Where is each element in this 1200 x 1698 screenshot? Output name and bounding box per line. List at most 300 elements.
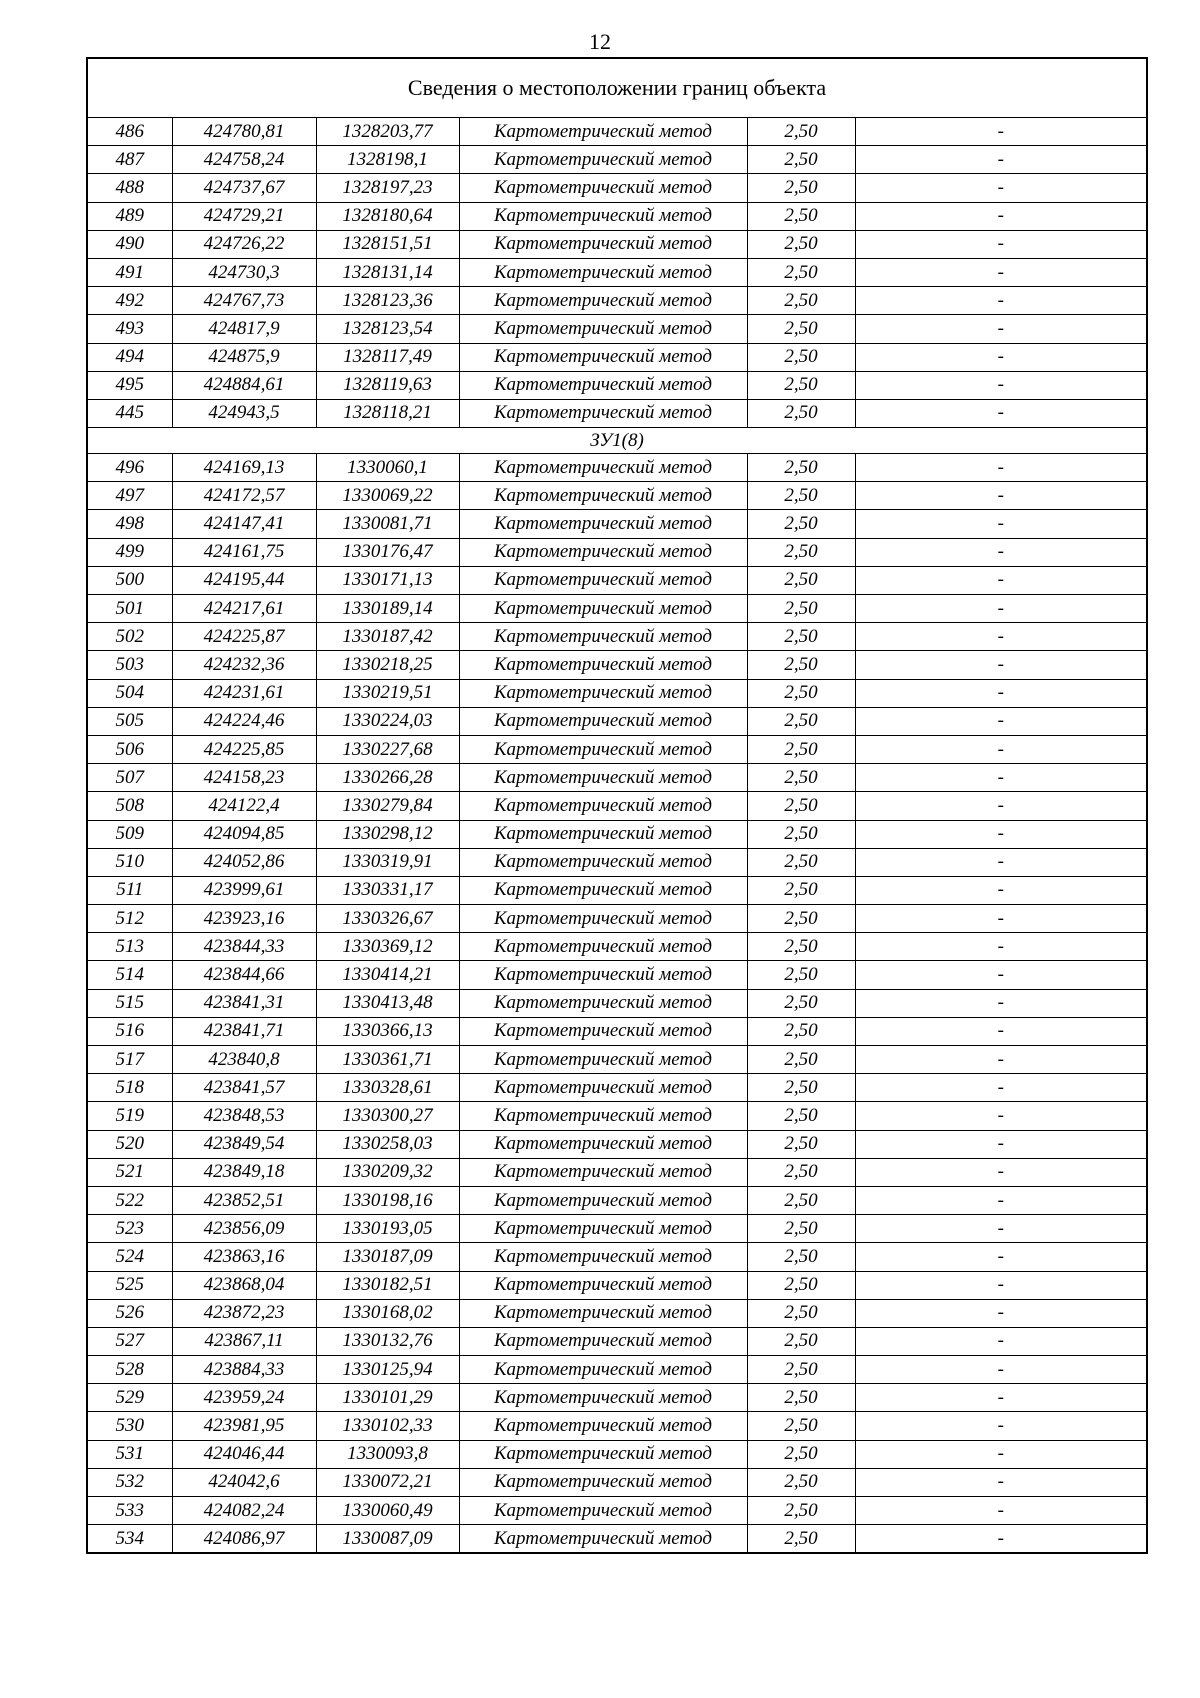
point-number-cell: 503 bbox=[87, 651, 172, 679]
accuracy-cell: 2,50 bbox=[747, 287, 855, 315]
y-coordinate-cell: 1330060,1 bbox=[316, 454, 459, 482]
table-row bbox=[87, 399, 1147, 427]
accuracy-cell: 2,50 bbox=[747, 1412, 855, 1440]
description-cell: - bbox=[855, 933, 1147, 961]
y-coordinate-cell: 1328151,51 bbox=[316, 230, 459, 258]
description-cell: - bbox=[855, 848, 1147, 876]
table-row bbox=[87, 651, 1147, 679]
description-cell: - bbox=[855, 735, 1147, 763]
description-cell: - bbox=[855, 1102, 1147, 1130]
y-coordinate-cell: 1330182,51 bbox=[316, 1271, 459, 1299]
accuracy-cell: 2,50 bbox=[747, 1130, 855, 1158]
accuracy-cell: 2,50 bbox=[747, 1271, 855, 1299]
method-cell: Картометрический метод bbox=[459, 482, 747, 510]
table-row bbox=[87, 961, 1147, 989]
method-cell: Картометрический метод bbox=[459, 820, 747, 848]
accuracy-cell: 2,50 bbox=[747, 623, 855, 651]
point-number-cell: 512 bbox=[87, 905, 172, 933]
accuracy-cell: 2,50 bbox=[747, 118, 855, 146]
y-coordinate-cell: 1328180,64 bbox=[316, 202, 459, 230]
y-coordinate-cell: 1330219,51 bbox=[316, 679, 459, 707]
description-cell: - bbox=[855, 1158, 1147, 1186]
point-number-cell: 521 bbox=[87, 1158, 172, 1186]
y-coordinate-cell: 1330081,71 bbox=[316, 510, 459, 538]
point-number-cell: 492 bbox=[87, 287, 172, 315]
method-cell: Картометрический метод bbox=[459, 1186, 747, 1214]
page-number: 12 bbox=[589, 29, 611, 54]
x-coordinate-cell: 424884,61 bbox=[172, 371, 316, 399]
x-coordinate-cell: 424730,3 bbox=[172, 258, 316, 286]
accuracy-cell: 2,50 bbox=[747, 1440, 855, 1468]
point-number-cell: 514 bbox=[87, 961, 172, 989]
description-cell: - bbox=[855, 905, 1147, 933]
point-number-cell: 511 bbox=[87, 876, 172, 904]
y-coordinate-cell: 1330087,09 bbox=[316, 1525, 459, 1554]
table-row bbox=[87, 343, 1147, 371]
description-cell: - bbox=[855, 876, 1147, 904]
method-cell: Картометрический метод bbox=[459, 876, 747, 904]
accuracy-cell: 2,50 bbox=[747, 848, 855, 876]
table-row bbox=[87, 848, 1147, 876]
method-cell: Картометрический метод bbox=[459, 1215, 747, 1243]
accuracy-cell: 2,50 bbox=[747, 764, 855, 792]
method-cell: Картометрический метод bbox=[459, 989, 747, 1017]
accuracy-cell: 2,50 bbox=[747, 1525, 855, 1554]
y-coordinate-cell: 1330101,29 bbox=[316, 1384, 459, 1412]
description-cell: - bbox=[855, 454, 1147, 482]
y-coordinate-cell: 1328123,54 bbox=[316, 315, 459, 343]
point-number-cell: 531 bbox=[87, 1440, 172, 1468]
x-coordinate-cell: 423868,04 bbox=[172, 1271, 316, 1299]
method-cell: Картометрический метод bbox=[459, 1384, 747, 1412]
x-coordinate-cell: 423867,11 bbox=[172, 1327, 316, 1355]
point-number-cell: 522 bbox=[87, 1186, 172, 1214]
table-row bbox=[87, 1074, 1147, 1102]
method-cell: Картометрический метод bbox=[459, 566, 747, 594]
method-cell: Картометрический метод bbox=[459, 510, 747, 538]
method-cell: Картометрический метод bbox=[459, 174, 747, 202]
accuracy-cell: 2,50 bbox=[747, 1215, 855, 1243]
y-coordinate-cell: 1330361,71 bbox=[316, 1046, 459, 1074]
point-number-cell: 498 bbox=[87, 510, 172, 538]
y-coordinate-cell: 1330193,05 bbox=[316, 1215, 459, 1243]
accuracy-cell: 2,50 bbox=[747, 651, 855, 679]
y-coordinate-cell: 1330258,03 bbox=[316, 1130, 459, 1158]
description-cell: - bbox=[855, 1412, 1147, 1440]
description-cell: - bbox=[855, 538, 1147, 566]
description-cell: - bbox=[855, 399, 1147, 427]
point-number-cell: 526 bbox=[87, 1299, 172, 1327]
y-coordinate-cell: 1328197,23 bbox=[316, 174, 459, 202]
description-cell: - bbox=[855, 961, 1147, 989]
table-row bbox=[87, 510, 1147, 538]
method-cell: Картометрический метод bbox=[459, 679, 747, 707]
x-coordinate-cell: 424217,61 bbox=[172, 595, 316, 623]
method-cell: Картометрический метод bbox=[459, 399, 747, 427]
x-coordinate-cell: 423841,71 bbox=[172, 1017, 316, 1045]
method-cell: Картометрический метод bbox=[459, 1356, 747, 1384]
accuracy-cell: 2,50 bbox=[747, 933, 855, 961]
table-row bbox=[87, 933, 1147, 961]
point-number-cell: 510 bbox=[87, 848, 172, 876]
accuracy-cell: 2,50 bbox=[747, 1074, 855, 1102]
description-cell: - bbox=[855, 343, 1147, 371]
table-row bbox=[87, 1468, 1147, 1496]
table-row bbox=[87, 202, 1147, 230]
x-coordinate-cell: 424875,9 bbox=[172, 343, 316, 371]
x-coordinate-cell: 424225,85 bbox=[172, 735, 316, 763]
y-coordinate-cell: 1330366,13 bbox=[316, 1017, 459, 1045]
description-cell: - bbox=[855, 1440, 1147, 1468]
accuracy-cell: 2,50 bbox=[747, 371, 855, 399]
point-number-cell: 509 bbox=[87, 820, 172, 848]
table-row bbox=[87, 566, 1147, 594]
y-coordinate-cell: 1330132,76 bbox=[316, 1327, 459, 1355]
x-coordinate-cell: 423852,51 bbox=[172, 1186, 316, 1214]
x-coordinate-cell: 424195,44 bbox=[172, 566, 316, 594]
y-coordinate-cell: 1330328,61 bbox=[316, 1074, 459, 1102]
description-cell: - bbox=[855, 287, 1147, 315]
y-coordinate-cell: 1330218,25 bbox=[316, 651, 459, 679]
accuracy-cell: 2,50 bbox=[747, 905, 855, 933]
table-row bbox=[87, 1243, 1147, 1271]
description-cell: - bbox=[855, 792, 1147, 820]
y-coordinate-cell: 1328119,63 bbox=[316, 371, 459, 399]
table-row bbox=[87, 1299, 1147, 1327]
description-cell: - bbox=[855, 1130, 1147, 1158]
accuracy-cell: 2,50 bbox=[747, 961, 855, 989]
method-cell: Картометрический метод bbox=[459, 595, 747, 623]
method-cell: Картометрический метод bbox=[459, 1046, 747, 1074]
method-cell: Картометрический метод bbox=[459, 1299, 747, 1327]
x-coordinate-cell: 423840,8 bbox=[172, 1046, 316, 1074]
x-coordinate-cell: 424147,41 bbox=[172, 510, 316, 538]
x-coordinate-cell: 424225,87 bbox=[172, 623, 316, 651]
description-cell: - bbox=[855, 820, 1147, 848]
description-cell: - bbox=[855, 510, 1147, 538]
accuracy-cell: 2,50 bbox=[747, 679, 855, 707]
x-coordinate-cell: 423849,18 bbox=[172, 1158, 316, 1186]
y-coordinate-cell: 1330069,22 bbox=[316, 482, 459, 510]
method-cell: Картометрический метод bbox=[459, 933, 747, 961]
description-cell: - bbox=[855, 1243, 1147, 1271]
description-cell: - bbox=[855, 566, 1147, 594]
accuracy-cell: 2,50 bbox=[747, 258, 855, 286]
point-number-cell: 502 bbox=[87, 623, 172, 651]
point-number-cell: 506 bbox=[87, 735, 172, 763]
x-coordinate-cell: 423841,57 bbox=[172, 1074, 316, 1102]
accuracy-cell: 2,50 bbox=[747, 454, 855, 482]
accuracy-cell: 2,50 bbox=[747, 399, 855, 427]
point-number-cell: 500 bbox=[87, 566, 172, 594]
y-coordinate-cell: 1330414,21 bbox=[316, 961, 459, 989]
accuracy-cell: 2,50 bbox=[747, 315, 855, 343]
y-coordinate-cell: 1328203,77 bbox=[316, 118, 459, 146]
y-coordinate-cell: 1330266,28 bbox=[316, 764, 459, 792]
description-cell: - bbox=[855, 1186, 1147, 1214]
description-cell: - bbox=[855, 118, 1147, 146]
x-coordinate-cell: 424042,6 bbox=[172, 1468, 316, 1496]
y-coordinate-cell: 1330072,21 bbox=[316, 1468, 459, 1496]
x-coordinate-cell: 424729,21 bbox=[172, 202, 316, 230]
description-cell: - bbox=[855, 1017, 1147, 1045]
x-coordinate-cell: 423999,61 bbox=[172, 876, 316, 904]
method-cell: Картометрический метод bbox=[459, 735, 747, 763]
y-coordinate-cell: 1330125,94 bbox=[316, 1356, 459, 1384]
point-number-cell: 530 bbox=[87, 1412, 172, 1440]
y-coordinate-cell: 1330369,12 bbox=[316, 933, 459, 961]
point-number-cell: 497 bbox=[87, 482, 172, 510]
table-row bbox=[87, 1412, 1147, 1440]
y-coordinate-cell: 1330102,33 bbox=[316, 1412, 459, 1440]
accuracy-cell: 2,50 bbox=[747, 1497, 855, 1525]
method-cell: Картометрический метод bbox=[459, 118, 747, 146]
table-row bbox=[87, 595, 1147, 623]
point-number-cell: 519 bbox=[87, 1102, 172, 1130]
table-row bbox=[87, 1384, 1147, 1412]
table-row bbox=[87, 1102, 1147, 1130]
y-coordinate-cell: 1330176,47 bbox=[316, 538, 459, 566]
description-cell: - bbox=[855, 1468, 1147, 1496]
description-cell: - bbox=[855, 258, 1147, 286]
description-cell: - bbox=[855, 1356, 1147, 1384]
point-number-cell: 527 bbox=[87, 1327, 172, 1355]
table-row bbox=[87, 1271, 1147, 1299]
table-row bbox=[87, 118, 1147, 146]
y-coordinate-cell: 1330326,67 bbox=[316, 905, 459, 933]
description-cell: - bbox=[855, 623, 1147, 651]
table-row bbox=[87, 707, 1147, 735]
description-cell: - bbox=[855, 764, 1147, 792]
y-coordinate-cell: 1330060,49 bbox=[316, 1497, 459, 1525]
accuracy-cell: 2,50 bbox=[747, 510, 855, 538]
method-cell: Картометрический метод bbox=[459, 146, 747, 174]
method-cell: Картометрический метод bbox=[459, 1525, 747, 1554]
point-number-cell: 489 bbox=[87, 202, 172, 230]
y-coordinate-cell: 1330413,48 bbox=[316, 989, 459, 1017]
description-cell: - bbox=[855, 651, 1147, 679]
x-coordinate-cell: 424169,13 bbox=[172, 454, 316, 482]
point-number-cell: 528 bbox=[87, 1356, 172, 1384]
method-cell: Картометрический метод bbox=[459, 1130, 747, 1158]
x-coordinate-cell: 423844,33 bbox=[172, 933, 316, 961]
description-cell: - bbox=[855, 1215, 1147, 1243]
method-cell: Картометрический метод bbox=[459, 961, 747, 989]
table-row bbox=[87, 679, 1147, 707]
method-cell: Картометрический метод bbox=[459, 905, 747, 933]
accuracy-cell: 2,50 bbox=[747, 1468, 855, 1496]
table-row bbox=[87, 1186, 1147, 1214]
table-row bbox=[87, 623, 1147, 651]
y-coordinate-cell: 1330227,68 bbox=[316, 735, 459, 763]
point-number-cell: 495 bbox=[87, 371, 172, 399]
description-cell: - bbox=[855, 1271, 1147, 1299]
accuracy-cell: 2,50 bbox=[747, 820, 855, 848]
x-coordinate-cell: 423844,66 bbox=[172, 961, 316, 989]
accuracy-cell: 2,50 bbox=[747, 1158, 855, 1186]
x-coordinate-cell: 424172,57 bbox=[172, 482, 316, 510]
x-coordinate-cell: 424122,4 bbox=[172, 792, 316, 820]
y-coordinate-cell: 1330171,13 bbox=[316, 566, 459, 594]
point-number-cell: 505 bbox=[87, 707, 172, 735]
point-number-cell: 515 bbox=[87, 989, 172, 1017]
method-cell: Картометрический метод bbox=[459, 371, 747, 399]
x-coordinate-cell: 423959,24 bbox=[172, 1384, 316, 1412]
x-coordinate-cell: 423981,95 bbox=[172, 1412, 316, 1440]
x-coordinate-cell: 423856,09 bbox=[172, 1215, 316, 1243]
point-number-cell: 513 bbox=[87, 933, 172, 961]
point-number-cell: 493 bbox=[87, 315, 172, 343]
table-row bbox=[87, 454, 1147, 482]
x-coordinate-cell: 423872,23 bbox=[172, 1299, 316, 1327]
table-row bbox=[87, 146, 1147, 174]
x-coordinate-cell: 424817,9 bbox=[172, 315, 316, 343]
point-number-cell: 520 bbox=[87, 1130, 172, 1158]
table-row bbox=[87, 315, 1147, 343]
point-number-cell: 501 bbox=[87, 595, 172, 623]
x-coordinate-cell: 423848,53 bbox=[172, 1102, 316, 1130]
point-number-cell: 499 bbox=[87, 538, 172, 566]
x-coordinate-cell: 424758,24 bbox=[172, 146, 316, 174]
method-cell: Картометрический метод bbox=[459, 1158, 747, 1186]
accuracy-cell: 2,50 bbox=[747, 792, 855, 820]
method-cell: Картометрический метод bbox=[459, 1243, 747, 1271]
x-coordinate-cell: 424224,46 bbox=[172, 707, 316, 735]
x-coordinate-cell: 424231,61 bbox=[172, 679, 316, 707]
table-row bbox=[87, 1017, 1147, 1045]
table-body bbox=[87, 58, 1147, 1553]
point-number-cell: 496 bbox=[87, 454, 172, 482]
section-header-row bbox=[87, 428, 1147, 454]
point-number-cell: 533 bbox=[87, 1497, 172, 1525]
method-cell: Картометрический метод bbox=[459, 1102, 747, 1130]
point-number-cell: 507 bbox=[87, 764, 172, 792]
method-cell: Картометрический метод bbox=[459, 343, 747, 371]
x-coordinate-cell: 423841,31 bbox=[172, 989, 316, 1017]
y-coordinate-cell: 1330224,03 bbox=[316, 707, 459, 735]
x-coordinate-cell: 423923,16 bbox=[172, 905, 316, 933]
x-coordinate-cell: 424161,75 bbox=[172, 538, 316, 566]
y-coordinate-cell: 1330187,42 bbox=[316, 623, 459, 651]
table-title-row bbox=[87, 58, 1147, 118]
point-number-cell: 445 bbox=[87, 399, 172, 427]
accuracy-cell: 2,50 bbox=[747, 538, 855, 566]
description-cell: - bbox=[855, 1299, 1147, 1327]
accuracy-cell: 2,50 bbox=[747, 482, 855, 510]
method-cell: Картометрический метод bbox=[459, 1271, 747, 1299]
point-number-cell: 518 bbox=[87, 1074, 172, 1102]
table-row bbox=[87, 230, 1147, 258]
description-cell: - bbox=[855, 1525, 1147, 1554]
description-cell: - bbox=[855, 146, 1147, 174]
accuracy-cell: 2,50 bbox=[747, 174, 855, 202]
accuracy-cell: 2,50 bbox=[747, 1046, 855, 1074]
accuracy-cell: 2,50 bbox=[747, 1186, 855, 1214]
accuracy-cell: 2,50 bbox=[747, 1243, 855, 1271]
method-cell: Картометрический метод bbox=[459, 315, 747, 343]
method-cell: Картометрический метод bbox=[459, 1412, 747, 1440]
table-row bbox=[87, 989, 1147, 1017]
point-number-cell: 508 bbox=[87, 792, 172, 820]
method-cell: Картометрический метод bbox=[459, 258, 747, 286]
method-cell: Картометрический метод bbox=[459, 1074, 747, 1102]
description-cell: - bbox=[855, 230, 1147, 258]
description-cell: - bbox=[855, 1497, 1147, 1525]
table-row bbox=[87, 1046, 1147, 1074]
description-cell: - bbox=[855, 174, 1147, 202]
y-coordinate-cell: 1328123,36 bbox=[316, 287, 459, 315]
x-coordinate-cell: 424943,5 bbox=[172, 399, 316, 427]
accuracy-cell: 2,50 bbox=[747, 1356, 855, 1384]
table-row bbox=[87, 371, 1147, 399]
method-cell: Картометрический метод bbox=[459, 538, 747, 566]
table-title: Сведения о местоположении границ объекта bbox=[87, 58, 1147, 118]
table-row bbox=[87, 1525, 1147, 1554]
point-number-cell: 486 bbox=[87, 118, 172, 146]
x-coordinate-cell: 424780,81 bbox=[172, 118, 316, 146]
y-coordinate-cell: 1330209,32 bbox=[316, 1158, 459, 1186]
x-coordinate-cell: 423884,33 bbox=[172, 1356, 316, 1384]
y-coordinate-cell: 1328131,14 bbox=[316, 258, 459, 286]
table-row bbox=[87, 735, 1147, 763]
description-cell: - bbox=[855, 595, 1147, 623]
table-row bbox=[87, 764, 1147, 792]
method-cell: Картометрический метод bbox=[459, 792, 747, 820]
accuracy-cell: 2,50 bbox=[747, 1102, 855, 1130]
method-cell: Картометрический метод bbox=[459, 230, 747, 258]
section-label: ЗУ1(8) bbox=[87, 428, 1147, 454]
description-cell: - bbox=[855, 482, 1147, 510]
x-coordinate-cell: 424232,36 bbox=[172, 651, 316, 679]
method-cell: Картометрический метод bbox=[459, 651, 747, 679]
table-row bbox=[87, 1130, 1147, 1158]
y-coordinate-cell: 1330298,12 bbox=[316, 820, 459, 848]
x-coordinate-cell: 424046,44 bbox=[172, 1440, 316, 1468]
method-cell: Картометрический метод bbox=[459, 1017, 747, 1045]
table-row bbox=[87, 876, 1147, 904]
description-cell: - bbox=[855, 1384, 1147, 1412]
point-number-cell: 529 bbox=[87, 1384, 172, 1412]
table-row bbox=[87, 174, 1147, 202]
method-cell: Картометрический метод bbox=[459, 707, 747, 735]
x-coordinate-cell: 424767,73 bbox=[172, 287, 316, 315]
point-number-cell: 494 bbox=[87, 343, 172, 371]
point-number-cell: 532 bbox=[87, 1468, 172, 1496]
y-coordinate-cell: 1330198,16 bbox=[316, 1186, 459, 1214]
point-number-cell: 487 bbox=[87, 146, 172, 174]
x-coordinate-cell: 424158,23 bbox=[172, 764, 316, 792]
x-coordinate-cell: 424737,67 bbox=[172, 174, 316, 202]
accuracy-cell: 2,50 bbox=[747, 230, 855, 258]
table-row bbox=[87, 1356, 1147, 1384]
description-cell: - bbox=[855, 1046, 1147, 1074]
point-number-cell: 490 bbox=[87, 230, 172, 258]
x-coordinate-cell: 423849,54 bbox=[172, 1130, 316, 1158]
method-cell: Картометрический метод bbox=[459, 764, 747, 792]
table-row bbox=[87, 1215, 1147, 1243]
description-cell: - bbox=[855, 315, 1147, 343]
accuracy-cell: 2,50 bbox=[747, 1327, 855, 1355]
y-coordinate-cell: 1330279,84 bbox=[316, 792, 459, 820]
accuracy-cell: 2,50 bbox=[747, 566, 855, 594]
y-coordinate-cell: 1330187,09 bbox=[316, 1243, 459, 1271]
boundary-coordinates-table bbox=[86, 57, 1148, 1554]
accuracy-cell: 2,50 bbox=[747, 876, 855, 904]
description-cell: - bbox=[855, 371, 1147, 399]
description-cell: - bbox=[855, 1327, 1147, 1355]
point-number-cell: 525 bbox=[87, 1271, 172, 1299]
accuracy-cell: 2,50 bbox=[747, 343, 855, 371]
